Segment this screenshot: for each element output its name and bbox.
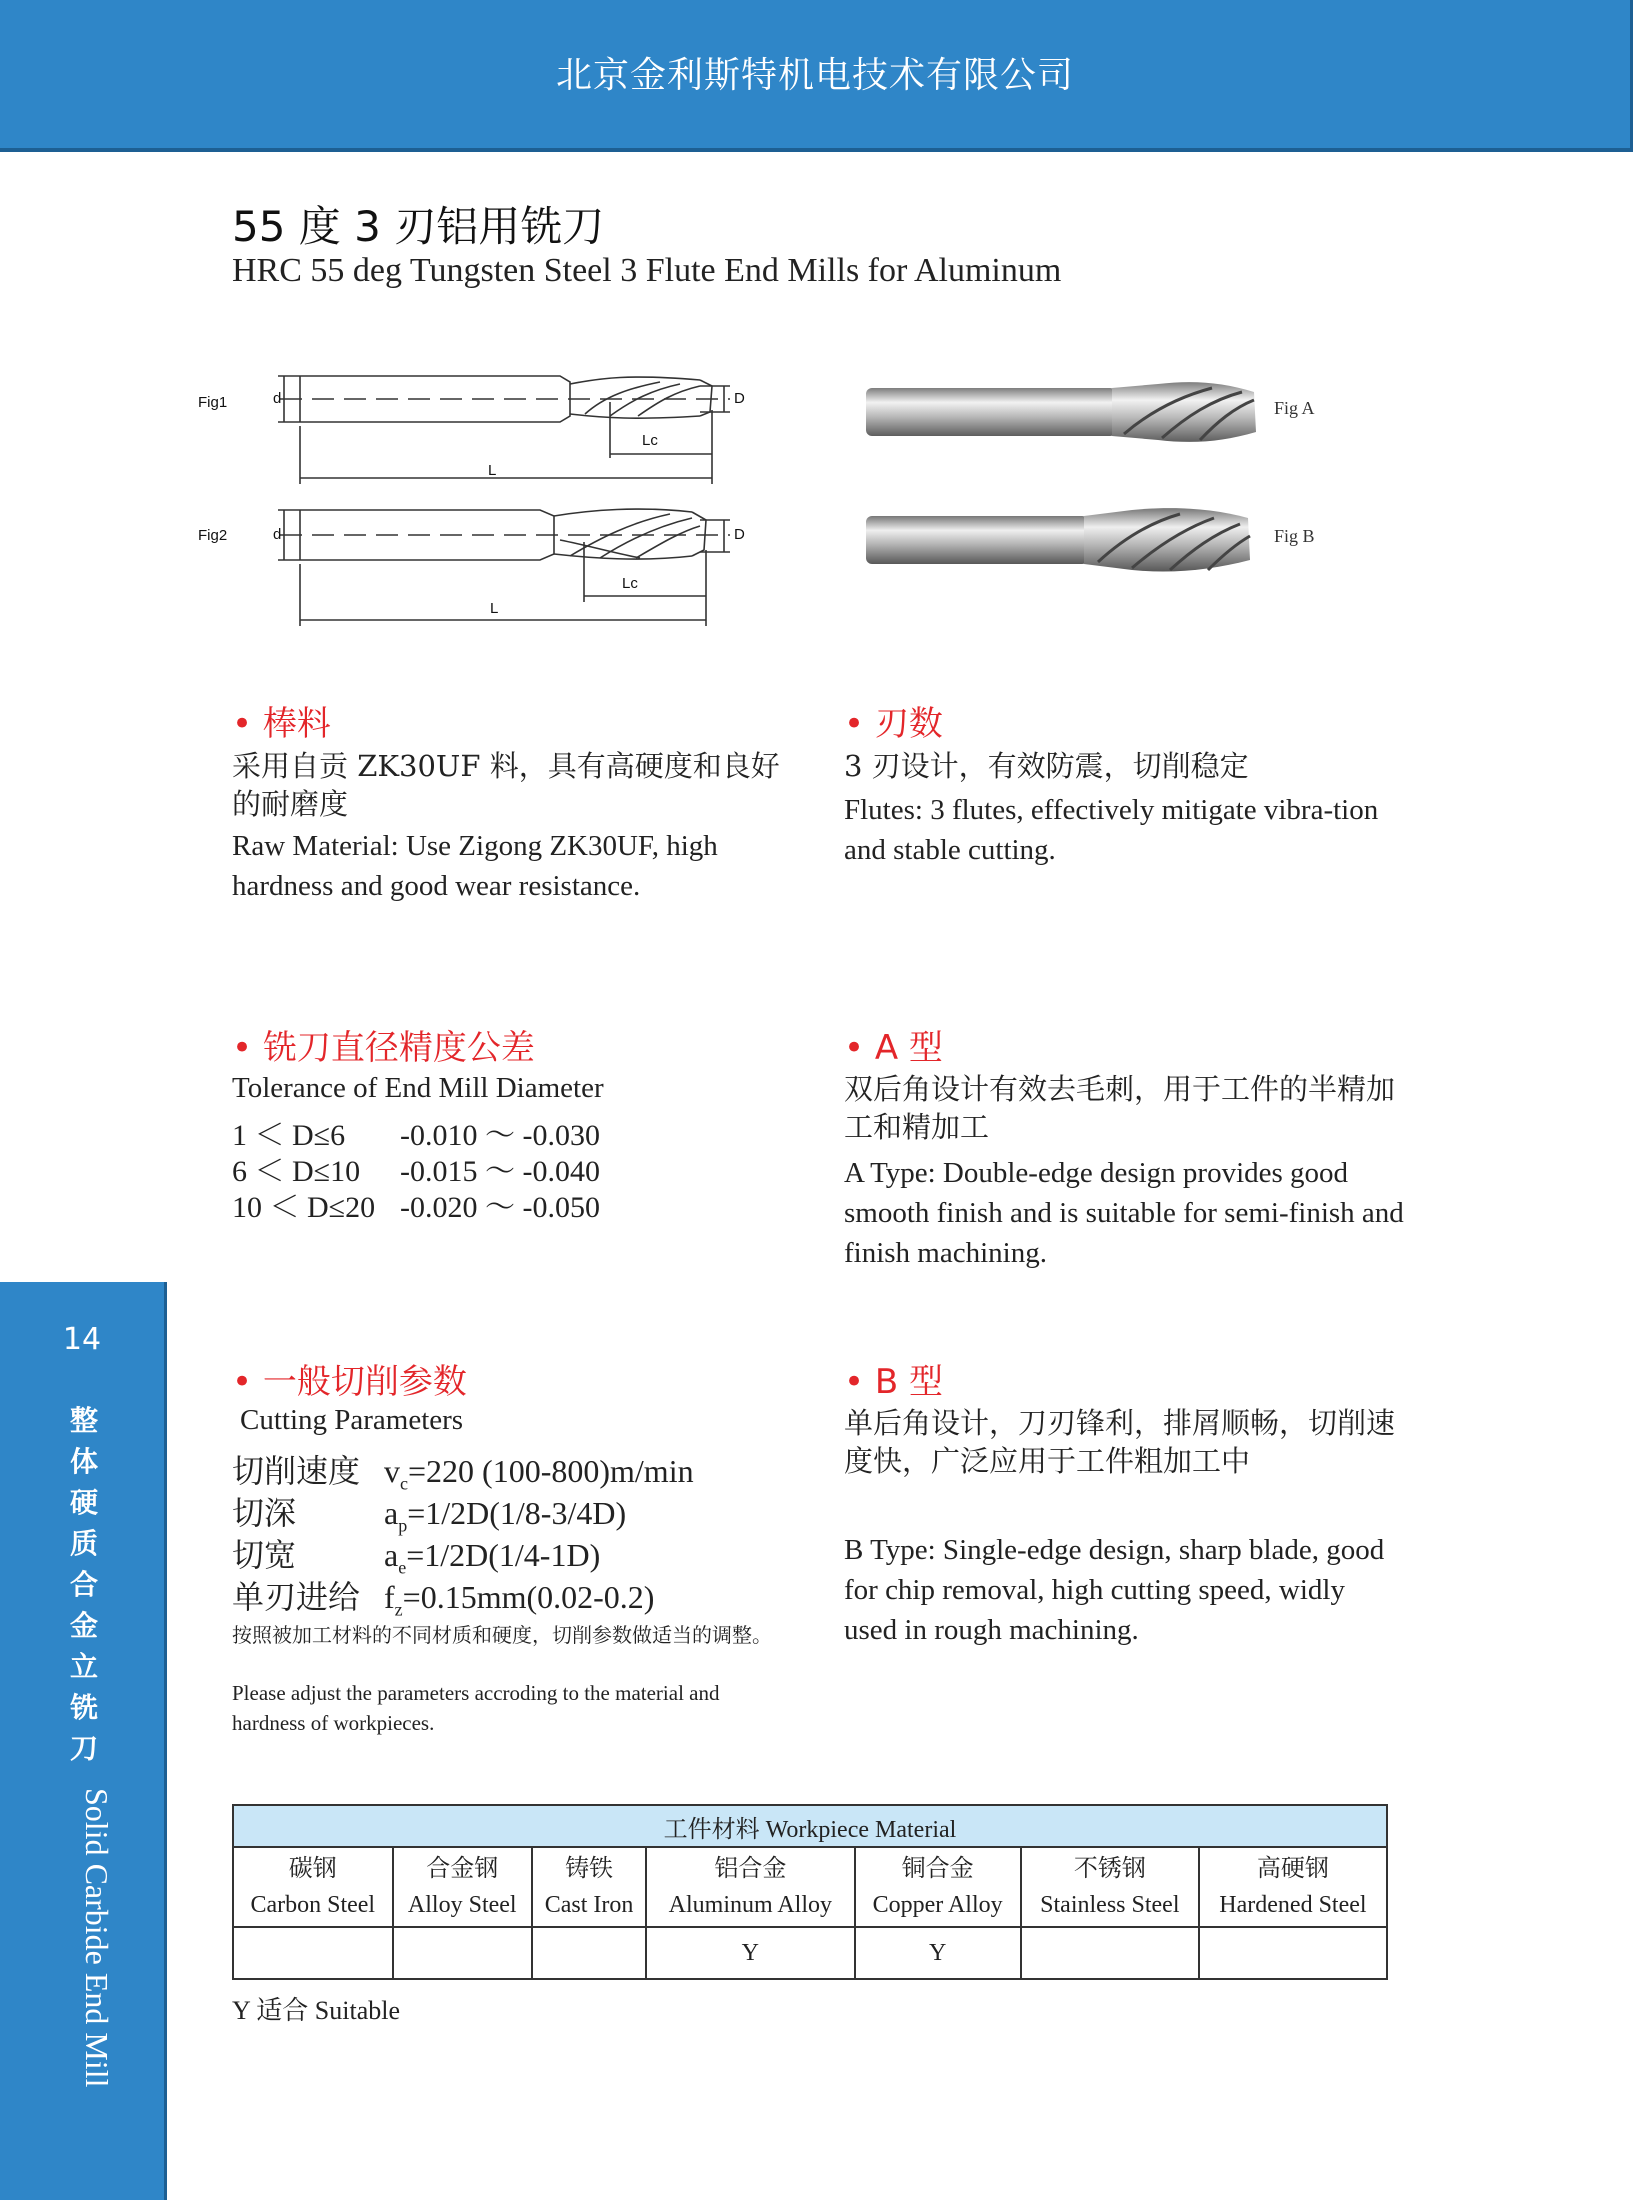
page-number: 14 [62,1322,102,1357]
page-title-cn: 55 度 3 刃铝用铣刀 [232,202,605,251]
suitability-cell [1021,1927,1199,1979]
flutes-en: Flutes: 3 flutes, effectively mitigate vibra-tion and stable cutting. [844,794,1379,866]
tolerance-subtitle: Tolerance of End Mill Diameter [232,1072,604,1104]
cutting-row [232,1572,654,1620]
material-cell-carbon-steel [233,1847,393,1927]
end-mill-photo-b [862,504,1262,576]
fig2-drawing [260,496,740,626]
material-cn: 碳钢 [288,1856,337,1882]
fig2-label: Fig2 [198,527,228,544]
material-cell-alloy-steel [393,1847,532,1927]
type-a-en: A Type: Double-edge design provides good smooth finish and is suitable for semi-finish and finish machining. [844,1157,1404,1269]
cutting-value: =1/2D(1/8-3/4D) [407,1495,627,1531]
page-title-en: HRC 55 deg Tungsten Steel 3 Flute End Mills for Aluminum [232,252,1062,289]
type-b-title: • B 型 [844,1362,943,1402]
suitability-cell [532,1927,646,1979]
material-cn: 高硬钢 [1256,1856,1329,1882]
tolerance-value: -0.010 ～ -0.030 [400,1119,600,1152]
tolerance-title: • 铣刀直径精度公差 [232,1028,535,1068]
cutting-symbol: f [384,1579,395,1615]
end-mill-photo-a [862,376,1262,448]
fig2-dim-d: d [273,526,282,543]
cutting-label: 切深 [232,1494,297,1532]
table-legend: Y 适合 Suitable [232,1996,401,2025]
fig1-dim-Lc: Lc [642,432,658,449]
suitability-cell: Y [855,1927,1021,1979]
fig1-label: Fig1 [198,394,228,411]
material-cn: 合金钢 [426,1856,499,1882]
cutting-symbol: v [384,1453,400,1489]
material-en: Aluminum Alloy [668,1892,833,1918]
cutting-title: • 一般切削参数 [232,1362,467,1402]
type-b-en: B Type: Single-edge design, sharp blade, good for chip removal, high cutting speed, widly used in rough machining. [844,1534,1385,1646]
raw-material-en: Raw Material: Use Zigong ZK30UF, high hardness and good wear resistance. [232,830,718,902]
photo-b-label: Fig B [1274,526,1315,546]
tolerance-range: 1 ＜ D≤6 [232,1119,346,1152]
material-cn: 铜合金 [901,1856,974,1882]
photo-a-label: Fig A [1274,398,1315,418]
cutting-value: =220 (100-800)m/min [408,1453,694,1489]
material-cell-copper-alloy [855,1847,1021,1927]
cutting-label: 切宽 [232,1536,297,1574]
cutting-subscript: e [398,1557,407,1578]
tolerance-value: -0.020 ～ -0.050 [400,1191,600,1224]
flutes-cn: 3 刃设计，有效防震，切削稳定 [844,749,1249,783]
fig1-dim-L: L [488,462,497,479]
fig2-dim-Lc: Lc [622,575,638,592]
cutting-subscript: c [400,1473,408,1494]
raw-material-title: • 棒料 [232,704,331,744]
material-en: Alloy Steel [407,1892,517,1918]
tolerance-range: 6 ＜ D≤10 [232,1155,361,1188]
type-a-title: • A 型 [844,1028,943,1068]
material-en: Cast Iron [544,1892,634,1918]
material-cell-cast-iron [532,1847,646,1927]
side-section-cn: 整体硬质合金立铣刀 [70,1404,99,1765]
material-cn: 铸铁 [565,1856,614,1882]
fig1-dim-d: d [273,390,282,407]
company-name: 北京金利斯特机电技术有限公司 [555,55,1074,96]
cutting-label: 单刃进给 [232,1578,361,1616]
cutting-label: 切削速度 [232,1452,361,1490]
cutting-value: =1/2D(1/4-1D) [406,1537,601,1573]
cutting-note-en: Please adjust the parameters accroding to the material and hardness of workpieces. [232,1681,720,1735]
cutting-symbol: a [384,1537,399,1573]
material-en: Carbon Steel [250,1892,376,1918]
suitability-cell: Y [646,1927,854,1979]
side-section-en: Solid Carbide End Mill [79,1788,115,2088]
suitability-cell [233,1927,393,1979]
material-cell-aluminum-alloy [646,1847,854,1927]
material-cell-hardened-steel [1199,1847,1387,1927]
fig2-dim-L: L [490,600,499,617]
raw-material-cn: 采用自贡 ZK30UF 料，具有高硬度和良好的耐磨度 [232,749,780,821]
tolerance-range: 10 ＜ D≤20 [232,1191,376,1224]
material-cell-stainless-steel [1021,1847,1199,1927]
fig1-drawing [260,366,740,484]
table-header: 工件材料 Workpiece Material [233,1805,1387,1847]
cutting-symbol: a [384,1495,399,1531]
fig1-dim-D: D [734,390,745,407]
cutting-note-cn: 按照被加工材料的不同材质和硬度，切削参数做适当的调整。 [232,1623,772,1647]
material-en: Stainless Steel [1040,1892,1180,1918]
cutting-value: =0.15mm(0.02-0.2) [402,1579,655,1615]
cutting-subscript: z [394,1599,403,1620]
flutes-title: • 刃数 [844,704,943,744]
tolerance-row [232,1182,600,1226]
suitability-cell [393,1927,532,1979]
suitability-cell [1199,1927,1387,1979]
material-en: Hardened Steel [1219,1892,1367,1918]
material-en: Copper Alloy [872,1892,1003,1918]
material-cn: 铝合金 [714,1856,787,1882]
cutting-subtitle: Cutting Parameters [240,1404,464,1436]
type-a-cn: 双后角设计有效去毛刺，用于工件的半精加工和精加工 [844,1072,1396,1144]
type-b-cn: 单后角设计，刀刃锋利，排屑顺畅，切削速度快，广泛应用于工件粗加工中 [844,1406,1396,1478]
material-cn: 不锈钢 [1073,1856,1146,1882]
fig2-dim-D: D [734,526,745,543]
tolerance-value: -0.015 ～ -0.040 [400,1155,600,1188]
cutting-subscript: p [398,1515,408,1536]
workpiece-material-table [232,1804,1388,1980]
